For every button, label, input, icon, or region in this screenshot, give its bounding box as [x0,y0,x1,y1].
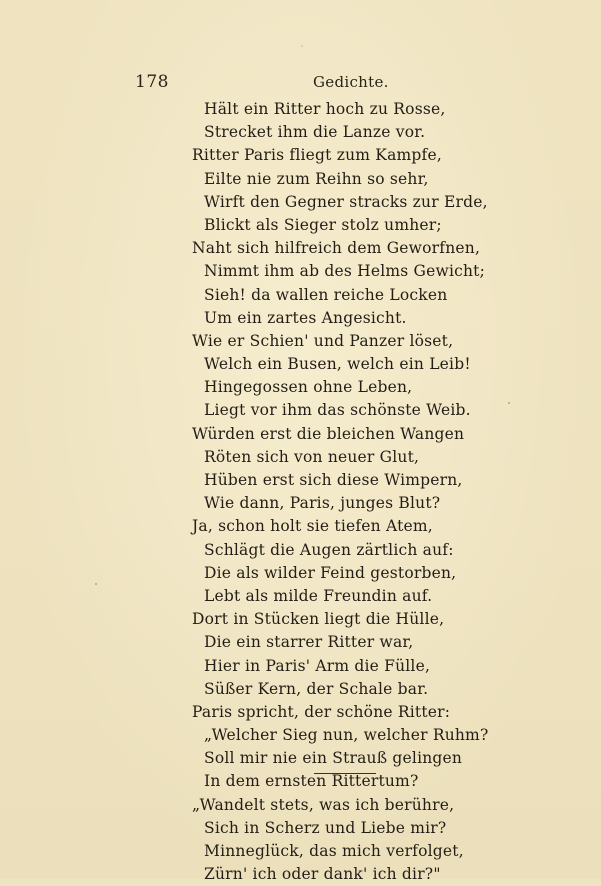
poem-line: Paris spricht, der schöne Ritter: [192,702,451,721]
poem-line: Liegt vor ihm das schönste Weib. [204,401,471,420]
poem-line: Naht sich hilfreich dem Geworfnen, [192,239,481,258]
poem-line: „Wandelt stets, was ich berühre, [192,795,455,814]
page-number: 178 [135,72,169,92]
poem-line: Hüben erst sich diese Wimpern, [204,471,463,489]
poem-line: Schlägt die Augen zärtlich auf: [204,540,454,559]
poem-line: Hält ein Ritter hoch zu Rosse, [204,100,446,118]
poem-line: Nimmt ihm ab des Helms Gewicht; [204,262,486,281]
poem-line: Blickt als Sieger stolz umher; [204,215,442,234]
poem-line: Strecket ihm die Lanze vor. [204,123,426,142]
poem-line: Würden erst die bleichen Wangen [192,424,465,443]
end-rule [314,773,376,774]
poem-line: Lebt als milde Freundin auf. [204,586,433,605]
poem-line: Sieh! da wallen reiche Locken [204,285,448,304]
poem-line: Soll mir nie ein Strauß gelingen [204,749,463,768]
poem-line: Eilte nie zum Reihn so sehr, [204,169,429,188]
poem-line: Um ein zartes Angesicht. [204,308,407,327]
poem-line: Minneglück, das mich verfolget, [204,842,464,860]
paper-speck [508,402,510,404]
poem-line: Sich in Scherz und Liebe mir? [204,818,447,837]
poem-line: Die ein starrer Ritter war, [204,633,414,652]
poem-line: Welch ein Busen, welch ein Leib! [204,355,471,374]
poem-line: Hingegossen ohne Leben, [204,378,413,397]
poem-line: In dem ernsten Rittertum? [204,772,419,791]
poem-line: Wirft den Gegner stracks zur Erde, [204,192,488,211]
paper-speck [95,583,97,585]
poem-line: Wie er Schien' und Panzer löset, [192,331,454,350]
paper-speck [301,45,303,47]
poem-line: Wie dann, Paris, junges Blut? [204,494,441,513]
poem-line: Dort in Stücken liegt die Hülle, [192,610,445,629]
poem-line: Zürn' ich oder dank' ich dir?" [204,865,441,884]
poem-line: Die als wilder Feind gestorben, [204,563,457,582]
poem-line: Süßer Kern, der Schale bar. [204,679,429,698]
poem-line: Hier in Paris' Arm die Fülle, [204,656,431,675]
poem-line: Ritter Paris fliegt zum Kampfe, [192,146,442,165]
running-head: Gedichte. [313,73,389,91]
poem [192,98,492,886]
poem-line: Ja, schon holt sie tiefen Atem, [192,517,433,536]
poem-line: Röten sich von neuer Glut, [204,447,420,466]
poem-line: „Welcher Sieg nun, welcher Ruhm? [204,726,489,745]
